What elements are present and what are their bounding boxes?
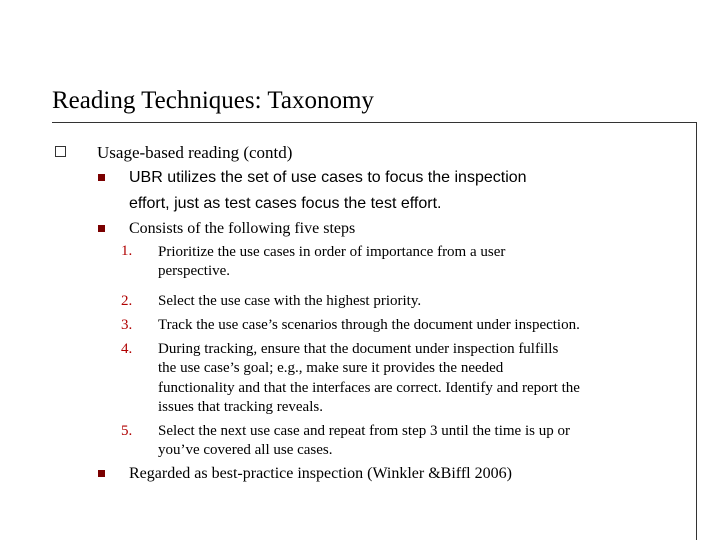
step-number: 2. bbox=[121, 293, 133, 309]
slide-title: Reading Techniques: Taxonomy bbox=[52, 87, 374, 114]
bullet-b-text: Consists of the following five steps bbox=[129, 220, 356, 237]
step-line: functionality and that the interfaces are correct. Identify and report the bbox=[158, 380, 580, 396]
title-divider bbox=[52, 122, 696, 123]
hollow-square-bullet-icon bbox=[55, 146, 66, 157]
step-line: Select the use case with the highest priority. bbox=[158, 293, 422, 309]
step-line: perspective. bbox=[158, 263, 231, 279]
square-bullet-icon bbox=[98, 225, 105, 232]
level1-text: Usage-based reading (contd) bbox=[97, 143, 293, 162]
step-line: you’ve covered all use cases. bbox=[158, 442, 333, 458]
bullet-c-text: Regarded as best-practice inspection (Winkler &Biffl 2006) bbox=[129, 465, 512, 482]
step-number: 4. bbox=[121, 341, 133, 357]
square-bullet-icon bbox=[98, 470, 105, 477]
step-line: Track the use case’s scenarios through the document under inspection. bbox=[158, 317, 580, 333]
step-line: the use case’s goal; e.g., make sure it provides the needed bbox=[158, 360, 504, 376]
step-line: During tracking, ensure that the document under inspection fulfills bbox=[158, 341, 559, 357]
step-line: issues that tracking reveals. bbox=[158, 399, 323, 415]
bullet-a-line2: effort, just as test cases focus the test effort. bbox=[129, 195, 442, 212]
step-number: 5. bbox=[121, 423, 133, 439]
step-line: Prioritize the use cases in order of importance from a user bbox=[158, 244, 506, 260]
step-number: 1. bbox=[121, 243, 133, 259]
bullet-a-line1: UBR utilizes the set of use cases to focus the inspection bbox=[129, 169, 527, 186]
square-bullet-icon bbox=[98, 174, 105, 181]
frame-border bbox=[696, 122, 697, 540]
step-line: Select the next use case and repeat from step 3 until the time is up or bbox=[158, 423, 570, 439]
step-number: 3. bbox=[121, 317, 133, 333]
